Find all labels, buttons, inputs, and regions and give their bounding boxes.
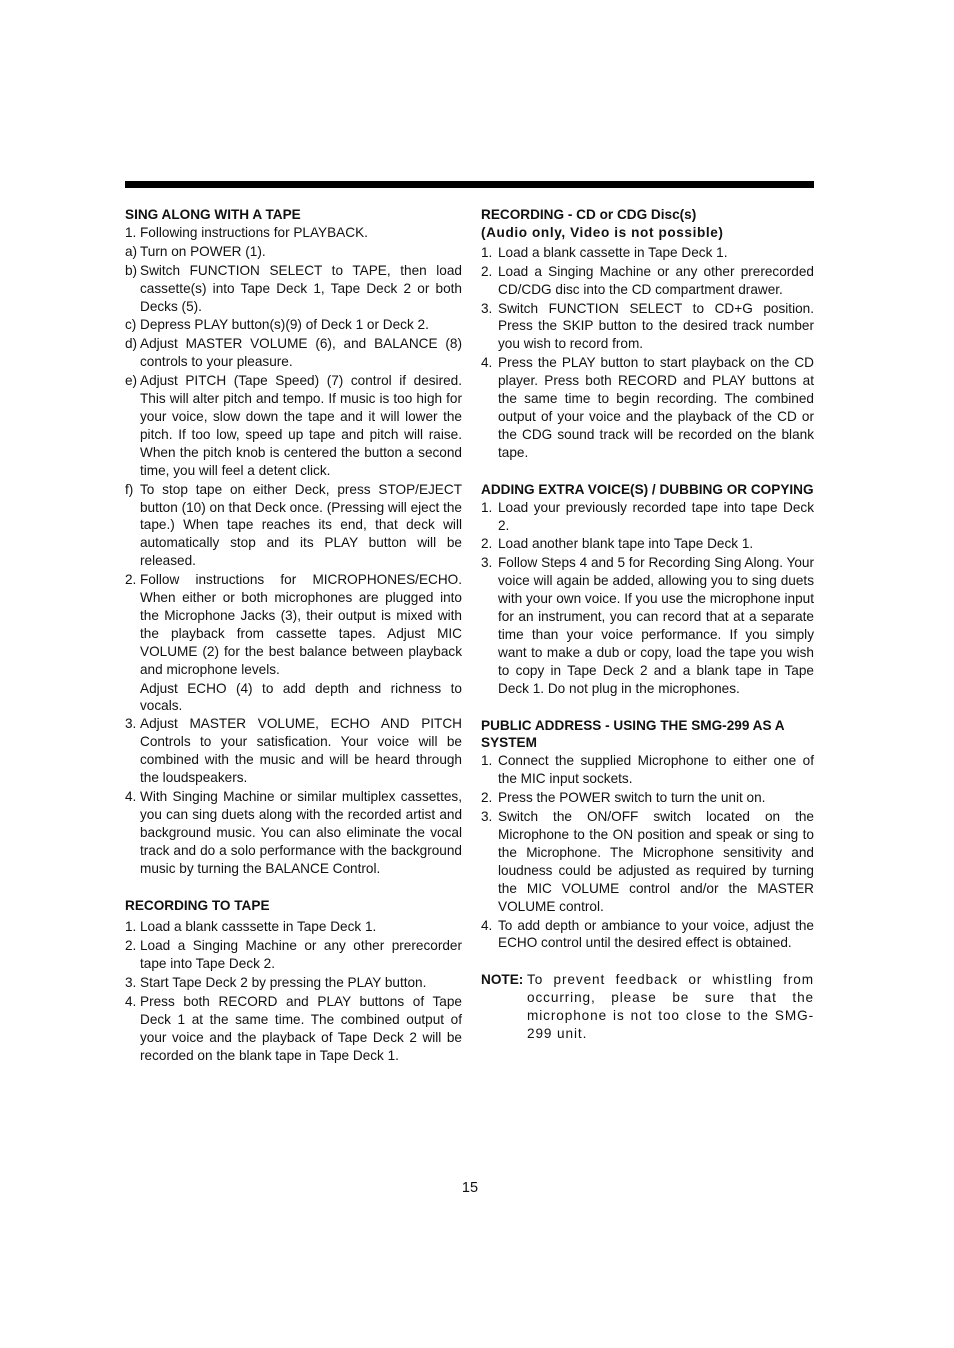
list-item-number: 4. [125, 994, 137, 1010]
list-item-number: 2. [481, 536, 493, 552]
list-item-text: Adjust PITCH (Tape Speed) (7) control if desired. This will alter pitch and tempo. If music is too high for your voice, slow down the tape and it will lower the pitch. If too low, speed up tape and pitch will raise. When the pitch knob is centered the button a second time, you will feel a detent click. [140, 373, 462, 478]
list-item-number: 3. [481, 809, 493, 825]
list-item-text: Switch FUNCTION SELECT to TAPE, then load cassette(s) into Tape Deck 1, Tape Deck 2 or both Decks (5). [140, 262, 462, 314]
list-item-number: d) [125, 336, 138, 352]
list-item [125, 918, 462, 936]
top-rule [125, 181, 814, 188]
list-item-number: 3. [481, 555, 493, 571]
section-heading-recording-to-tape: RECORDING TO TAPE [125, 897, 270, 913]
list-item-number: 4. [481, 355, 493, 371]
list-item-text: Adjust MASTER VOLUME (6), and BALANCE (8) controls to your pleasure. [140, 336, 462, 370]
list-item [481, 300, 814, 354]
section-heading-public-address: PUBLIC ADDRESS - USING THE SMG-299 AS A SYSTEM [481, 717, 785, 751]
dubbing-list [481, 499, 814, 698]
list-item [125, 316, 462, 334]
list-item [481, 354, 814, 461]
list-item-number: 1. [481, 499, 493, 515]
list-item-text: Start Tape Deck 2 by pressing the PLAY button. [140, 975, 427, 991]
list-item [125, 262, 462, 316]
list-item-text: Adjust MASTER VOLUME, ECHO AND PITCH Controls to your satisfication. Your voice will be combined with the music and will be heard through the loudspeakers. [140, 716, 462, 786]
public-address-list [481, 752, 814, 952]
list-item-text: Follow instructions for MICROPHONES/ECHO. When either or both microphones are plugged into the Microphone Jacks (3), their output is mixed with the playback from cassette tapes. Adjust MIC VOLUME (2) for the best balance between playback and microphone levels. [140, 572, 462, 677]
list-item [481, 499, 814, 535]
list-item [481, 535, 814, 553]
list-item [125, 224, 462, 242]
list-item [125, 974, 462, 992]
section-subheading-audio-only: (Audio only, Video is not possible) [481, 224, 724, 240]
sing-along-list-continued [125, 715, 462, 877]
list-item-number: a) [125, 243, 138, 259]
section-heading-sing-along: SING ALONG WITH A TAPE [125, 207, 301, 222]
list-item [481, 263, 814, 299]
list-item-text: Connect the supplied Microphone to either one of the MIC input sockets. [498, 753, 814, 787]
page-number: 15 [461, 1180, 479, 1196]
list-item-number: 3. [125, 975, 137, 991]
list-item-text: Load a Singing Machine or any other prerecorder tape into Tape Deck 2. [140, 938, 462, 972]
list-item-number: 3. [481, 300, 493, 316]
list-item-number: 2. [481, 263, 493, 279]
note-label: NOTE: [481, 972, 524, 988]
list-item-text: Load a blank cassette in Tape Deck 1. [498, 244, 728, 260]
list-item [125, 481, 462, 571]
list-item-number: 4. [481, 917, 493, 933]
list-item-text: Following instructions for PLAYBACK. [140, 224, 368, 240]
list-item [481, 752, 814, 788]
list-item-number: 1. [481, 244, 493, 260]
list-item-number: 4. [125, 789, 137, 804]
list-item [481, 808, 814, 915]
list-item-number: e) [125, 373, 138, 389]
sing-along-list [125, 224, 462, 679]
list-item-text: Turn on POWER (1). [140, 243, 266, 259]
list-item-number: 3. [125, 716, 137, 732]
list-item [481, 554, 814, 697]
list-item-text: Load your previously recorded tape into tape Deck 2. [498, 499, 814, 533]
list-item [125, 937, 462, 973]
list-item-text: Press the PLAY button to start playback on the CD player. Press both RECORD and PLAY buttons at the same time to begin recording. The combined output of your voice and the playback of the CD or the CDG sound track will be recorded on the blank tape. [498, 355, 814, 460]
list-item-number: 1. [481, 753, 493, 769]
list-item-text: Load a blank casssette in Tape Deck 1. [140, 919, 377, 935]
right-column [481, 206, 814, 1043]
list-item [125, 243, 462, 261]
list-item-text: Switch FUNCTION SELECT to CD+G position. Press the SKIP button to the desired track number you wish to record from. [498, 300, 814, 352]
note-text: To prevent feedback or whistling from occurring, please be sure that the microphone is not too close to the SMG-299 unit. [527, 972, 814, 1042]
list-item-number: f) [125, 481, 134, 497]
list-item [481, 244, 814, 262]
list-item-text: Switch the ON/OFF switch located on the Microphone to the ON position and speak or sing to the Microphone. The Microphone sensitivity and loudness could be adjusted as required by turning the MIC VOLUME control and/or the MASTER VOLUME control. [498, 809, 814, 914]
list-item [481, 789, 814, 807]
list-item-number: b) [125, 262, 138, 278]
list-item-text: Load another blank tape into Tape Deck 1. [498, 536, 754, 552]
list-item [481, 917, 814, 953]
list-item-text: To stop tape on either Deck, press STOP/EJECT button (10) on that Deck once. (Pressing will eject the tape.) When tape reaches its end, that deck will automatically stop and its PLAY button will be released. [140, 481, 462, 569]
list-item-text: To add depth or ambiance to your voice, adjust the ECHO control until the desired effect is obtained. [498, 917, 814, 951]
left-column [125, 206, 462, 1066]
list-item-text: With Singing Machine or similar multiplex cassettes, you can sing duets along with the recorded artist and background music. You can also eliminate the vocal track and do a solo performance with the background music by turning the BALANCE Control. [140, 789, 462, 876]
section-heading-dubbing: ADDING EXTRA VOICE(S) / DUBBING OR COPYING [481, 481, 814, 497]
recording-to-tape-list [125, 918, 462, 1064]
list-item [125, 372, 462, 479]
recording-cd-list [481, 244, 814, 462]
list-item-number: 1. [125, 919, 137, 935]
note-block [481, 971, 814, 1043]
echo-paragraph: Adjust ECHO (4) to add depth and richness to vocals. [140, 680, 462, 714]
list-item [125, 993, 462, 1065]
list-item [125, 571, 462, 678]
list-item-text: Press both RECORD and PLAY buttons of Tape Deck 1 at the same time. The combined output of your voice and the playback of Tape Deck 2 will be recorded on the blank tape in Tape Deck 1. [140, 994, 462, 1063]
section-heading-recording-cd: RECORDING - CD or CDG Disc(s) [481, 207, 697, 222]
list-item-number: 1. [125, 224, 137, 240]
list-item-text: Press the POWER switch to turn the unit on. [498, 790, 766, 806]
list-item-number: 2. [481, 790, 493, 806]
list-item-text: Load a Singing Machine or any other prerecorded CD/CDG disc into the CD compartment drawer. [498, 263, 814, 297]
list-item-number: 2. [125, 938, 137, 954]
list-item [125, 788, 462, 878]
list-item-text: Follow Steps 4 and 5 for Recording Sing Along. Your voice will again be added, allowing you to sing duets with your own voice. If you use the microphone input for an instrument, you can record that at a separate time than your voice performance. If you simply want to make a dub or copy, load the tape you wish to copy in Tape Deck 2 and a blank tape in Tape Deck 1. Do not plug in the microphones. [498, 555, 814, 696]
list-item-number: 2. [125, 572, 137, 588]
list-item-number: c) [125, 317, 137, 333]
list-item [125, 715, 462, 787]
list-item [125, 335, 462, 371]
list-item-text: Depress PLAY button(s)(9) of Deck 1 or Deck 2. [140, 317, 429, 333]
